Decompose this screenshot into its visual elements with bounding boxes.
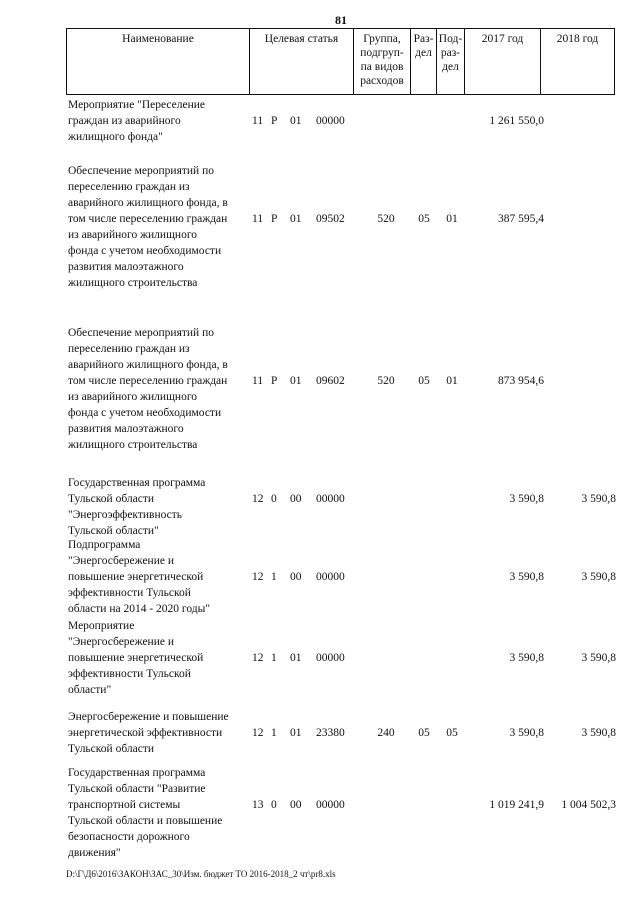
row-k2: 1 xyxy=(271,571,277,583)
row-k4: 00000 xyxy=(316,799,345,811)
row-y2: 1 004 502,3 xyxy=(561,799,616,811)
row-name: Обеспечение мероприятий по переселению граждан из аварийного жилищного фонда, в том числе переселению граждан из аварийного жилищного фонда с учетом необходимости развития малоэтажного жилищного строительства xyxy=(68,327,228,451)
header-year-2018: 2018 год xyxy=(556,33,599,45)
row-k4: 00000 xyxy=(316,652,345,664)
row-rz: 05 xyxy=(418,375,430,387)
row-name: Мероприятие "Переселение граждан из аварийного жилищного фонда" xyxy=(68,99,206,143)
row-k2: Р xyxy=(271,115,278,127)
row-y2: 3 590,8 xyxy=(581,652,616,664)
row-k2: Р xyxy=(271,213,278,225)
header-subsection: Под- раз- дел xyxy=(437,29,465,94)
row-name: Энергосбережение и повышение энергетической эффективности Тульской области xyxy=(68,711,229,755)
row-k2: 0 xyxy=(271,493,277,505)
header-group: Группа, подгруп- па видов расходов xyxy=(354,29,411,94)
row-k4: 00000 xyxy=(316,493,345,505)
row-k2: 1 xyxy=(271,652,277,664)
table-header xyxy=(66,28,615,95)
header-target: Целевая статья xyxy=(250,29,354,94)
row-y1: 873 954,6 xyxy=(498,375,544,387)
row-k3: 01 xyxy=(290,652,302,664)
row-y2: 3 590,8 xyxy=(581,493,616,505)
row-name: Государственная программа Тульской области "Развитие транспортной системы Тульской области и повышение безопасности дорожного движения" xyxy=(68,767,223,859)
row-rz: 05 xyxy=(418,727,430,739)
row-k1: 12 xyxy=(252,652,264,664)
row-k1: 12 xyxy=(252,571,264,583)
row-y1: 3 590,8 xyxy=(509,727,544,739)
row-vr: 240 xyxy=(377,727,395,739)
page-number: 81 xyxy=(335,13,347,27)
row-rz: 05 xyxy=(418,213,430,225)
row-name: Обеспечение мероприятий по переселению граждан из аварийного жилищного фонда, в том числе переселению граждан из аварийного жилищного фонда с учетом необходимости развития малоэтажного жилищного строительства xyxy=(68,165,228,289)
row-name: Мероприятие "Энергосбережение и повышение энергетической эффективности Тульской области" xyxy=(68,620,204,696)
row-k4: 00000 xyxy=(316,115,345,127)
row-k4: 09602 xyxy=(316,375,345,387)
header-year-2017: 2017 год xyxy=(465,29,541,94)
row-k1: 11 xyxy=(252,375,264,387)
row-pr: 05 xyxy=(446,727,458,739)
row-k1: 12 xyxy=(252,493,264,505)
row-k3: 01 xyxy=(290,375,302,387)
row-y1: 3 590,8 xyxy=(509,493,544,505)
row-y1: 1 261 550,0 xyxy=(489,115,544,127)
row-k3: 00 xyxy=(290,571,302,583)
row-k3: 01 xyxy=(290,115,302,127)
row-pr: 01 xyxy=(446,213,458,225)
file-path-footer: D:\Г\Д6\2016\ЗАКОН\ЗАС_30\Изм. бюджет ТО 2016-2018_2 чт\pr8.xls xyxy=(66,869,336,879)
row-y2: 3 590,8 xyxy=(581,571,616,583)
row-k2: Р xyxy=(271,375,278,387)
row-name: Государственная программа Тульской области "Энергоэффективность Тульской области" xyxy=(68,477,206,537)
row-k3: 01 xyxy=(290,727,302,739)
row-k1: 13 xyxy=(252,799,264,811)
row-name: Подпрограмма "Энергосбережение и повышение энергетической эффективности Тульской области на 2014 - 2020 годы" xyxy=(68,539,211,615)
row-k2: 1 xyxy=(271,727,277,739)
header-name: Наименование xyxy=(67,29,250,94)
row-pr: 01 xyxy=(446,375,458,387)
row-y1: 1 019 241,9 xyxy=(489,799,544,811)
row-y1: 387 595,4 xyxy=(498,213,544,225)
row-y2: 3 590,8 xyxy=(581,727,616,739)
row-k1: 11 xyxy=(252,213,264,225)
row-k3: 01 xyxy=(290,213,302,225)
row-k4: 23380 xyxy=(316,727,345,739)
row-y1: 3 590,8 xyxy=(509,652,544,664)
row-y1: 3 590,8 xyxy=(509,571,544,583)
row-vr: 520 xyxy=(377,375,395,387)
row-k4: 09502 xyxy=(316,213,345,225)
row-vr: 520 xyxy=(377,213,395,225)
row-k1: 11 xyxy=(252,115,264,127)
row-k2: 0 xyxy=(271,799,277,811)
header-section: Раз- дел xyxy=(411,29,437,94)
row-k1: 12 xyxy=(252,727,264,739)
row-k4: 00000 xyxy=(316,571,345,583)
row-k3: 00 xyxy=(290,493,302,505)
row-k3: 00 xyxy=(290,799,302,811)
